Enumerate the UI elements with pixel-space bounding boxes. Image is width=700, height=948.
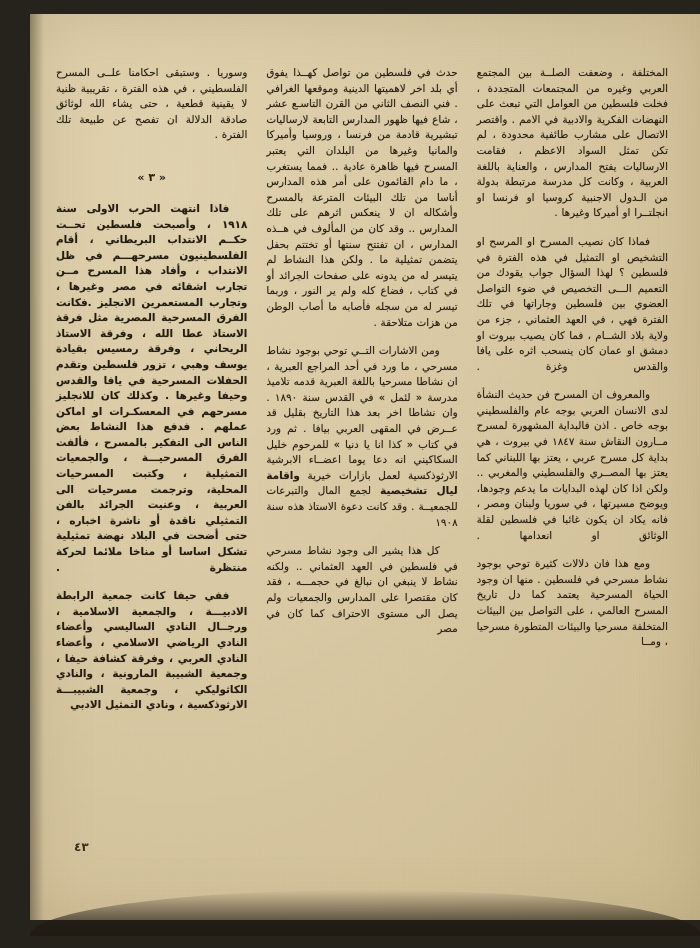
- paragraph-with-bold: [266, 344, 457, 531]
- paragraph: ومع هذا فان دلالات كثيرة توحي بوجود نشاط مسرحي في فلسطين . منها ان وجود الحياة المسرحية يعتمد كما دل تاريخ المسرح العالمي ، على التواصل بين البيئات المتخلفة مسرحيا والبيئات المتطورة مسرحيا ، ومــا: [476, 558, 668, 649]
- section-divider-mark: « ٣ »: [137, 170, 166, 184]
- paragraph: فاذا انتهت الحرب الاولى سنة ١٩١٨ ، وأصبحت فلسطين تحــت حكــم الانتداب البريطاني ، أقام الفلسطينيون مسرحهـــم في ظل الانتداب ، وأفاد هذا المسرح مــن تجارب اشقائه في مصر وغيرها ، وتجارب المستعمرين الانجليز .فكانت الفرق المسرحية المصرية مثل فرقة الاستاذ عطا الله ، وفرقة الاستاذ الريحاني ، وفرقة رمسيس بقيادة يوسف وهبي ، تزور فلسطين وتقدم الحفلات المسرحية في يافا والقدس وحيفا وغيرها . وكذلك كان للانجليز مسرحهم في المعسكـرات او اماكن عملهم . فدفع هذا النشاط بعض الناس الى التفكير بالمسرح ، فألفت الفرق المسرحيـــة ، والجمعيات التمثيلية ، وكتبت المسرحيات المحلية، وترجمت مسرحيات الى العربية ، وعنيت الجرائد بالفن التمثيلي ناقدة أو ناشرة اخباره ، حتى أضحت في البلاد نهضة تمثيلية تشكل اساسا أو مناخا ملائما لحركة منتظرة .: [56, 202, 248, 574]
- paragraph: كل هذا يشير الى وجود نشاط مسرحي في فلسطين في العهد العثماني .. ولكنه نشاط لا ينبغي ان نبالغ في حجمـــه ، فقد كان مقتصرا على المدارس والجمعيات ولم يصل الى مستوى الاحتراف كما كان في مصر: [266, 545, 458, 636]
- paragraph: فماذا كان نصيب المسرح او المرسح او التشخيص او التمثيل في هذه الفترة في فلسطين ؟ لهذا السؤال جواب يقودك من التعميم الـــى التخصيص في ضوء التواصل العضوي بين فلسطين وجاراتها في تلك الفترة فهي ، في العهد العثماني ، جزء من ولاية بلاد الشــام ، فما كان يصيب بيروت او دمشق او عمان كان ينسحب اثره على يافا والقدس وغزة .: [476, 235, 668, 373]
- paragraph: وسوريا . وستبقى احكامنا علــى المسرح الفلسطيني ، في هذه الفترة ، تقريبية ظنية لا يقينية قطعية ، حتى يشاء الله لوثائق صادقة الدلالة ان تفصح عن طبيعة تلك الفترة .: [56, 67, 248, 142]
- paragraph-text-after: لجمع المال والتبرعات للجمعيــة . وقد كانت دعوة الاستاذ هذه سنة ١٩٠٨: [266, 485, 458, 529]
- text-column-left: [56, 66, 247, 826]
- paragraph-text-before: ومن الاشارات التــي توحي بوجود نشاط مسرحي ، ما ورد في أحد المراجع العبرية ، ان نشاطا مسرحيا باللغة العبرية قدمه تلاميذ مدرسة « لئمل » في القدس سنة ١٨٩٠ . وان نشاطا اخر بعد هذا التاريخ بقليل قد عــرض في المقهى العربي بيافا . ثم ورد في كتاب « كذا انا يا دنيا » للمرحوم خليل السكاكيني انه دعا يوما اعضــاء الابرشية الارثوذكسية لعمل بازارات خيرية: [266, 345, 458, 482]
- page-number: ٤٣: [74, 840, 89, 854]
- text-column-middle: [266, 66, 457, 826]
- bold-emphasis: واقامة ليال تشخيصية: [266, 469, 458, 498]
- paper-sheet: [30, 14, 700, 920]
- paragraph: ففي حيفا كانت جمعية الرابطة الادبيـــة ، والجمعية الاسلامية ، ورجــال النادي الساليسي وأعضاء النادي الرياضي الاسلامي ، وأعضاء النادي العربي ، وفرقة كشافة حيفا ، وجمعية الشبيبة المارونية ، والنادي الكاثوليكي ، وجمعية الشبيبـــة الارثوذكسية ، ونادي التمثيل الادبي: [56, 590, 248, 712]
- text-column-right: [477, 66, 668, 826]
- paragraph: والمعروف ان المسرح فن حديث النشأة لدى الانسان العربي بوجه عام والفلسطيني بوجه خاص . اذن فالبداية المشهورة لمسرح مــارون النقاش سنة ١٨٤٧ في بيروت ، هي بداية كل مسرح عربي ، يعتز بها اللبناني كما يعتز بها المصــري والفلسطيني والمغربي .. ولكن اذا كان لهذه البدايات ما يدعم وجودها، ويوضح مسيرتها ، في سوريا ولبنان ومصر ، فانه يكاد ان يكون غائبا في فلسطين لقلة الوثائق او انعدامها .: [476, 389, 668, 542]
- paragraph: المختلفة ، وضعفت الصلــة بين المجتمع العربي وغيره من المجتمعات المتجددة ، فخلت فلسطين من العوامل التي تبعث على النهضات الفكرية والادبية في الامم . واقتصر الاتصال على مشارب طائفية محدودة ، لم تكن تمثل السواد الاعظم ، فقامت الارساليات يفتح المدارس ، والعناية باللغة العربية ، وكانت كل مدرسة مرتبطة بدولة من الـدول الاجنبية كروسيا او فرنسا او انجلتــرا او أميركا وغيرها .: [476, 67, 668, 220]
- scan-left-shadow: [28, 14, 44, 920]
- page-text-body: [56, 66, 668, 826]
- paragraph: حدث في فلسطين من تواصل كهــذا يفوق أي بلد اخر لاهميتها الدينية وموقعها الغرافي . فني النصف الثاني من القرن التاسـع عشر ، شاع فيها ظهور المدارس التابعة لارساليات تبشيرية قادمة من فرنسا ، وروسيا وأميركا والمانيا وغيرها من البلدان التي يعتبر المسرح فيها ظاهرة عادية .. فمما يستغرب ، ما دام القائمون على أمر هذه المدارس أناسا من تلك البيئات المترعة بالمسرح وأشكاله ان لا ينعكس اثرهم على تلك المدارس .. وقد كان من المألوف في هــذه المدارس ، ان تفتتح سنتها أو تختتم بحفل يتضمن تمثيلية ما . ولكن هذا النشاط لم يتيسر له من يدونه على صفحات الجرائد أو في كتاب ، فضاع كله ولم ير النور ، وربما تيسر له من سجله فأصابه ما أصاب الوطن من هزات متلاحقة .: [266, 67, 458, 329]
- scan-bottom-shadow: [30, 890, 700, 936]
